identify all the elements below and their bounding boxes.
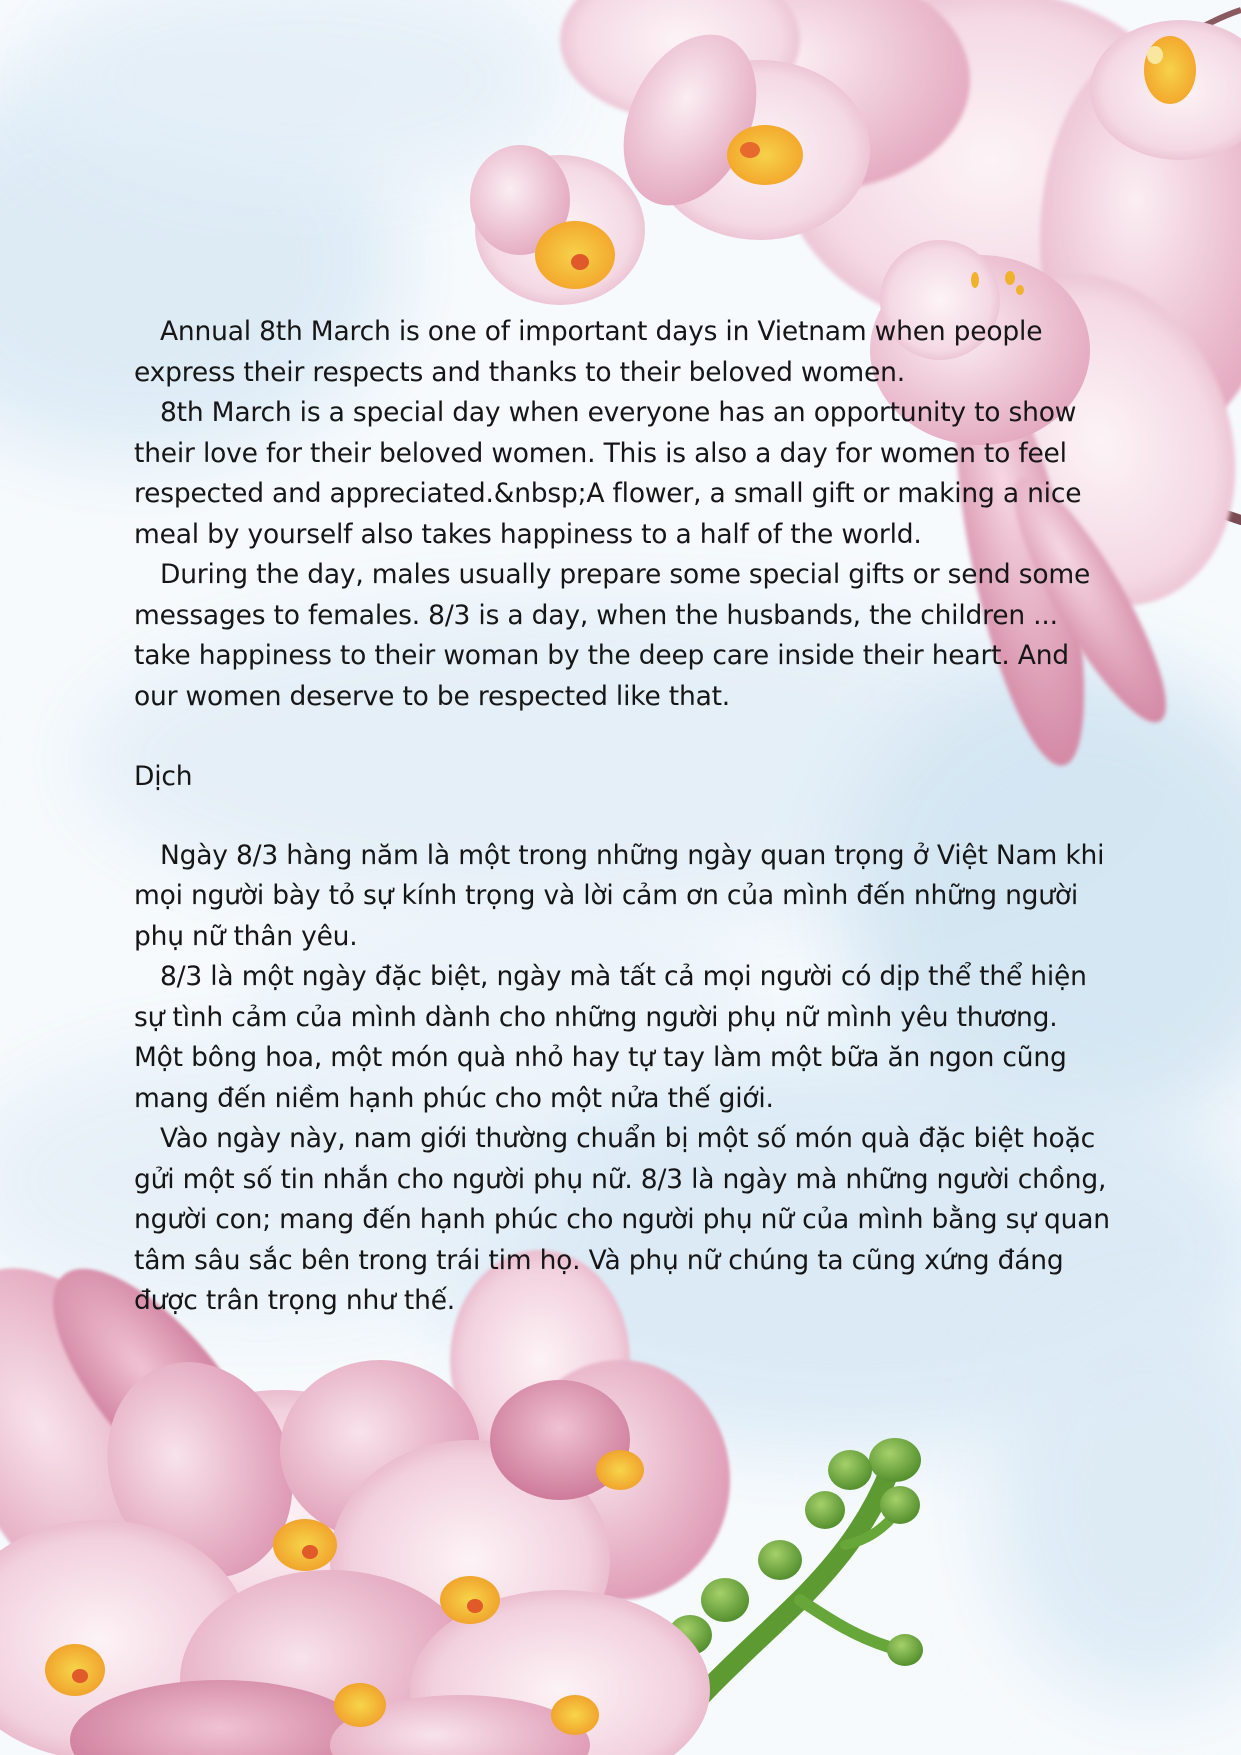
vietnamese-section (134, 836, 1114, 1322)
english-paragraph-2: 8th March is a special day when everyone has an opportunity to show their love for their beloved women. This is also a day for women to feel respected and appreciated.&nbsp;A flower, a small gift or making a nice meal by yourself also takes happiness to a half of the world. (134, 397, 1082, 550)
translation-heading: Dịch (134, 761, 193, 792)
english-paragraph-1: Annual 8th March is one of important days in Vietnam when people express their respects and thanks to their beloved women. (134, 316, 1043, 388)
vietnamese-paragraph-2: 8/3 là một ngày đặc biệt, ngày mà tất cả mọi người có dịp thể thể hiện sự tình cảm của mình dành cho những người phụ nữ mình yêu thương. Một bông hoa, một món quà nhỏ hay tự tay làm một bữa ăn ngon cũng mang đến niềm hạnh phúc cho một nửa thế giới. (134, 961, 1087, 1114)
english-section (134, 312, 1114, 717)
vietnamese-paragraph-3: Vào ngày này, nam giới thường chuẩn bị một số món quà đặc biệt hoặc gửi một số tin nhắn cho người phụ nữ. 8/3 là ngày mà những người chồng, người con; mang đến hạnh phúc cho người phụ nữ của mình bằng sự quan tâm sâu sắc bên trong trái tim họ. Và phụ nữ chúng ta cũng xứng đáng được trân trọng như thế. (134, 1123, 1110, 1316)
english-paragraph-3: During the day, males usually prepare some special gifts or send some messages to females. 8/3 is a day, when the husbands, the children ... take happiness to their woman by the deep care inside their heart. And our women deserve to be respected like that. (134, 559, 1091, 712)
document-body (134, 312, 1114, 1322)
vietnamese-paragraph-1: Ngày 8/3 hàng năm là một trong những ngày quan trọng ở Việt Nam khi mọi người bày tỏ sự kính trọng và lời cảm ơn của mình đến những người phụ nữ thân yêu. (134, 839, 1105, 952)
